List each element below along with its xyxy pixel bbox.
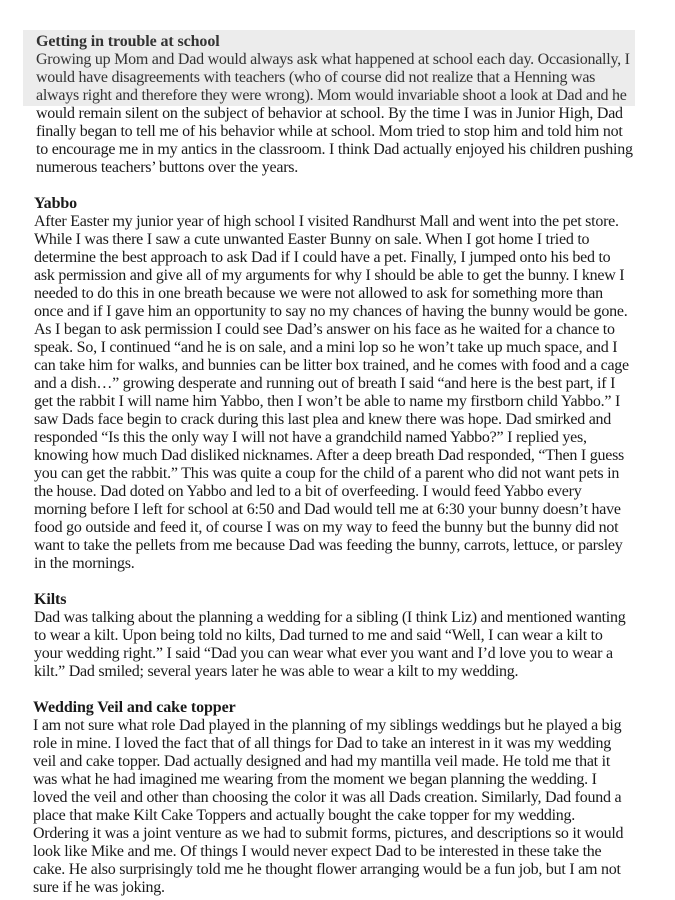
section-heading: Getting in trouble at school (36, 33, 220, 50)
paragraph-line: role in mine. I loved the fact that of all things for Dad to take an interest in it was my wedding (33, 735, 612, 752)
paragraph-line: to wear a kilt. Upon being told no kilts, Dad turned to me and said “Well, I can wear a kilt to (34, 627, 603, 644)
paragraph-line: ask permission and give all of my arguments for why I should be able to get the bunny. I knew I (34, 267, 625, 284)
section-kilts (0, 591, 675, 681)
paragraph-line: finally began to tell me of his behavior while at school. Mom tried to stop him and told him not (36, 123, 623, 140)
paragraph-line: the house. Dad doted on Yabbo and led to a bit of overfeeding. I would feed Yabbo every (34, 483, 582, 500)
paragraph-line: I am not sure what role Dad played in the planning of my siblings weddings but he played a big (33, 717, 622, 734)
paragraph-line: knowing how much Dad disliked nicknames. After a deep breath Dad responded, “Then I guess (34, 447, 625, 464)
section-getting-in-trouble (0, 33, 675, 177)
paragraph-line: would have disagreements with teachers (who of course did not realize that a Henning was (36, 69, 596, 86)
section-heading: Kilts (34, 591, 67, 608)
paragraph-line: Growing up Mom and Dad would always ask what happened at school each day. Occasionally, I (36, 51, 630, 68)
paragraph-line: would remain silent on the subject of behavior at school. By the time I was in Junior High, Dad (36, 105, 623, 122)
paragraph-line: Dad was talking about the planning a wedding for a sibling (I think Liz) and mentioned wanting (34, 609, 626, 626)
paragraph-line: your wedding right.” I said “Dad you can wear what ever you want and I’d love you to wear a (34, 645, 613, 662)
section-heading: Yabbo (34, 195, 78, 212)
paragraph-line: to encourage me in my antics in the classroom. I think Dad actually enjoyed his children pushing (36, 141, 633, 158)
document-body (0, 33, 675, 897)
paragraph-line: veil and cake topper. Dad actually designed and had my mantilla veil made. He told me that it (33, 753, 611, 770)
paragraph-line: numerous teachers’ buttons over the years. (36, 159, 298, 176)
paragraph-line: sure if he was joking. (33, 879, 165, 896)
paragraph-line: food go outside and feed it, of course I was on my way to feed the bunny but the bunny did not (34, 519, 619, 536)
paragraph-line: want to take the pellets from me because Dad was feeding the bunny, carrots, lettuce, or parsley (34, 537, 623, 554)
paragraph-line: get the rabbit I will name him Yabbo, then I won’t be able to name my firstborn child Yabbo.” I (34, 393, 621, 410)
paragraph-line: was what he had imagined me wearing from the moment we began planning the wedding. I (33, 771, 597, 788)
section-heading: Wedding Veil and cake topper (33, 699, 236, 716)
paragraph-line: place that make Kilt Cake Toppers and actually bought the cake topper for my wedding. (33, 807, 576, 824)
paragraph-line: loved the veil and other than choosing the color it was all Dads creation. Similarly, Dad found a (33, 789, 622, 806)
paragraph-line: in the mornings. (34, 555, 135, 572)
paragraph-line: saw Dads face begin to crack during this last plea and knew there was hope. Dad smirked and (34, 411, 612, 428)
paragraph-line: you can get the rabbit.” This was quite a coup for the child of a parent who did not want pets in (34, 465, 620, 482)
paragraph-line: morning before I left for school at 6:50 and Dad would tell me at 6:30 your bunny doesn’t have (34, 501, 621, 518)
paragraph-line: Ordering it was a joint venture as we had to submit forms, pictures, and descriptions so it would (33, 825, 624, 842)
paragraph-line: needed to do this in one breath because we were not allowed to ask for something more than (34, 285, 603, 302)
section-yabbo (0, 195, 675, 573)
paragraph-line: cake. He also surprisingly told me he thought flower arranging would be a fun job, but I am not (33, 861, 621, 878)
paragraph-line: speak. So, I continued “and he is on sale, and a mini lop so he won’t take up much space, and I (34, 339, 618, 356)
paragraph-line: As I began to ask permission I could see Dad’s answer on his face as he waited for a chance to (34, 321, 615, 338)
paragraph-line: look like Mike and me. Of things I would never expect Dad to be interested in these take the (33, 843, 602, 860)
paragraph-line: determine the best approach to ask Dad if I could have a pet. Finally, I jumped onto his bed to (34, 249, 611, 266)
paragraph-line: always right and therefore they were wrong). Mom would invariable shoot a look at Dad and he (36, 87, 627, 104)
paragraph-line: once and if I gave him an opportunity to say no my chances of having the bunny would be gone. (34, 303, 628, 320)
paragraph-line: responded “Is this the only way I will not have a grandchild named Yabbo?” I replied yes, (34, 429, 587, 446)
paragraph-line: can take him for walks, and bunnies can be litter box trained, and he comes with food and a cage (34, 357, 629, 374)
paragraph-line: and a dish…” growing desperate and running out of breath I said “and here is the best part, if I (34, 375, 616, 392)
paragraph-line: kilt.” Dad smiled; several years later he was able to wear a kilt to my wedding. (34, 663, 519, 680)
paragraph-line: After Easter my junior year of high school I visited Randhurst Mall and went into the pet store. (34, 213, 619, 230)
section-wedding-veil (0, 699, 675, 897)
paragraph-line: While I was there I saw a cute unwanted Easter Bunny on sale. When I got home I tried to (34, 231, 590, 248)
